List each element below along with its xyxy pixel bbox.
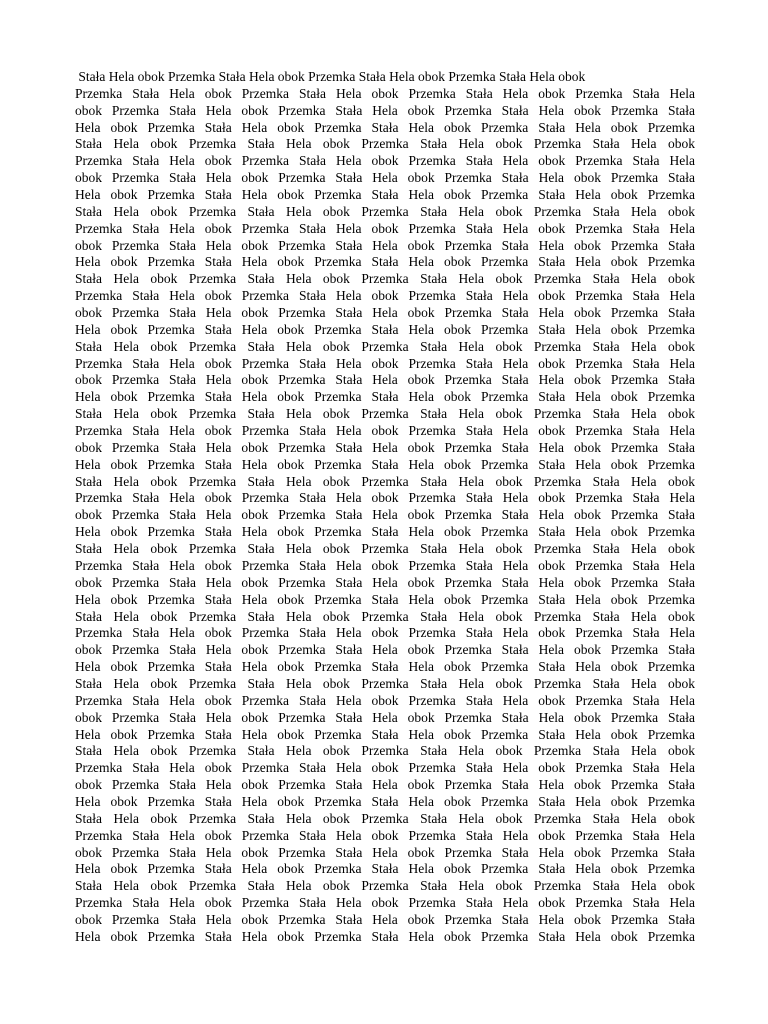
text-line: obok Przemka Stała Hela obok Przemka Stała Hela obok Przemka Stała Hela obok Przemka Stała: [75, 911, 695, 927]
text-line: obok Przemka Stała Hela obok Przemka Stała Hela obok Przemka Stała Hela obok Przemka Stała: [75, 305, 695, 321]
text-line: obok Przemka Stała Hela obok Przemka Stała Hela obok Przemka Stała Hela obok Przemka Stała: [75, 439, 695, 455]
text-line: Stała Hela obok Przemka Stała Hela obok Przemka Stała Hela obok Przemka Stała Hela obok: [75, 136, 695, 152]
text-line: Hela obok Przemka Stała Hela obok Przemka Stała Hela obok Przemka Stała Hela obok Przemka: [75, 187, 695, 203]
text-line: Hela obok Przemka Stała Hela obok Przemka Stała Hela obok Przemka Stała Hela obok Przemka: [75, 524, 695, 540]
text-line: Przemka Stała Hela obok Przemka Stała Hela obok Przemka Stała Hela obok Przemka Stała Hela: [75, 85, 695, 101]
text-line: Hela obok Przemka Stała Hela obok Przemka Stała Hela obok Przemka Stała Hela obok Przemka: [75, 321, 695, 337]
text-line: Hela obok Przemka Stała Hela obok Przemka Stała Hela obok Przemka Stała Hela obok Przemka: [75, 389, 695, 405]
text-line: Przemka Stała Hela obok Przemka Stała Hela obok Przemka Stała Hela obok Przemka Stała Hela: [75, 895, 695, 911]
text-line: Stała Hela obok Przemka Stała Hela obok Przemka Stała Hela obok Przemka Stała Hela obok: [75, 743, 695, 759]
text-line: Hela obok Przemka Stała Hela obok Przemka Stała Hela obok Przemka Stała Hela obok Przemka: [75, 456, 695, 472]
text-line: Przemka Stała Hela obok Przemka Stała Hela obok Przemka Stała Hela obok Przemka Stała Hela: [75, 153, 695, 169]
text-line: Przemka Stała Hela obok Przemka Stała Hela obok Przemka Stała Hela obok Przemka Stała Hela: [75, 288, 695, 304]
text-line: Stała Hela obok Przemka Stała Hela obok Przemka Stała Hela obok Przemka Stała Hela obok: [75, 338, 695, 354]
text-line: obok Przemka Stała Hela obok Przemka Stała Hela obok Przemka Stała Hela obok Przemka Stała: [75, 574, 695, 590]
text-line: Hela obok Przemka Stała Hela obok Przemka Stała Hela obok Przemka Stała Hela obok Przemka: [75, 254, 695, 270]
text-line: Hela obok Przemka Stała Hela obok Przemka Stała Hela obok Przemka Stała Hela obok Przemka: [75, 861, 695, 877]
text-line: Przemka Stała Hela obok Przemka Stała Hela obok Przemka Stała Hela obok Przemka Stała Hela: [75, 490, 695, 506]
text-line: Hela obok Przemka Stała Hela obok Przemka Stała Hela obok Przemka Stała Hela obok Przemka: [75, 119, 695, 135]
text-line: obok Przemka Stała Hela obok Przemka Stała Hela obok Przemka Stała Hela obok Przemka Stała: [75, 642, 695, 658]
text-line: Stała Hela obok Przemka Stała Hela obok Przemka Stała Hela obok Przemka Stała Hela obok: [75, 608, 695, 624]
text-line: Stała Hela obok Przemka Stała Hela obok Przemka Stała Hela obok Przemka Stała Hela obok: [75, 271, 695, 287]
text-line: Stała Hela obok Przemka Stała Hela obok Przemka Stała Hela obok Przemka Stała Hela obok: [75, 675, 695, 691]
text-line: Hela obok Przemka Stała Hela obok Przemka Stała Hela obok Przemka Stała Hela obok Przemka: [75, 726, 695, 742]
text-line: Hela obok Przemka Stała Hela obok Przemka Stała Hela obok Przemka Stała Hela obok Przemka: [75, 659, 695, 675]
text-line: obok Przemka Stała Hela obok Przemka Stała Hela obok Przemka Stała Hela obok Przemka Stała: [75, 709, 695, 725]
text-line: obok Przemka Stała Hela obok Przemka Stała Hela obok Przemka Stała Hela obok Przemka Stała: [75, 170, 695, 186]
text-line: obok Przemka Stała Hela obok Przemka Stała Hela obok Przemka Stała Hela obok Przemka Stała: [75, 237, 695, 253]
text-line: Stała Hela obok Przemka Stała Hela obok Przemka Stała Hela obok Przemka Stała Hela obok: [75, 473, 695, 489]
text-line: Przemka Stała Hela obok Przemka Stała Hela obok Przemka Stała Hela obok Przemka Stała Hela: [75, 423, 695, 439]
text-line: Hela obok Przemka Stała Hela obok Przemka Stała Hela obok Przemka Stała Hela obok Przemka: [75, 591, 695, 607]
text-line: Stała Hela obok Przemka Stała Hela obok Przemka Stała Hela obok Przemka Stała Hela obok: [75, 810, 695, 826]
text-line: obok Przemka Stała Hela obok Przemka Stała Hela obok Przemka Stała Hela obok Przemka Stała: [75, 102, 695, 118]
text-line: obok Przemka Stała Hela obok Przemka Stała Hela obok Przemka Stała Hela obok Przemka Stała: [75, 507, 695, 523]
text-line: Stała Hela obok Przemka Stała Hela obok Przemka Stała Hela obok Przemka Stała Hela obok: [75, 406, 695, 422]
text-line: Przemka Stała Hela obok Przemka Stała Hela obok Przemka Stała Hela obok Przemka Stała Hela: [75, 355, 695, 371]
text-line: Stała Hela obok Przemka Stała Hela obok Przemka Stała Hela obok Przemka Stała Hela obok: [75, 203, 695, 219]
text-line: Stała Hela obok Przemka Stała Hela obok Przemka Stała Hela obok Przemka Stała Hela obok: [75, 541, 695, 557]
text-line: Stała Hela obok Przemka Stała Hela obok Przemka Stała Hela obok Przemka Stała Hela obok: [75, 878, 695, 894]
text-line: obok Przemka Stała Hela obok Przemka Stała Hela obok Przemka Stała Hela obok Przemka Stała: [75, 372, 695, 388]
text-line: obok Przemka Stała Hela obok Przemka Stała Hela obok Przemka Stała Hela obok Przemka Stała: [75, 844, 695, 860]
text-line: Przemka Stała Hela obok Przemka Stała Hela obok Przemka Stała Hela obok Przemka Stała Hela: [75, 557, 695, 573]
text-line: Przemka Stała Hela obok Przemka Stała Hela obok Przemka Stała Hela obok Przemka Stała Hela: [75, 827, 695, 843]
body-text: [75, 69, 695, 946]
text-line: Przemka Stała Hela obok Przemka Stała Hela obok Przemka Stała Hela obok Przemka Stała Hela: [75, 692, 695, 708]
text-line: Przemka Stała Hela obok Przemka Stała Hela obok Przemka Stała Hela obok Przemka Stała Hela: [75, 760, 695, 776]
text-line: Przemka Stała Hela obok Przemka Stała Hela obok Przemka Stała Hela obok Przemka Stała Hela: [75, 625, 695, 641]
text-line: Stała Hela obok Przemka Stała Hela obok Przemka Stała Hela obok Przemka Stała Hela obok: [75, 69, 586, 84]
text-line: Hela obok Przemka Stała Hela obok Przemka Stała Hela obok Przemka Stała Hela obok Przemka: [75, 928, 695, 944]
text-line: obok Przemka Stała Hela obok Przemka Stała Hela obok Przemka Stała Hela obok Przemka Stała: [75, 777, 695, 793]
text-line: Przemka Stała Hela obok Przemka Stała Hela obok Przemka Stała Hela obok Przemka Stała Hela: [75, 220, 695, 236]
text-line: Hela obok Przemka Stała Hela obok Przemka Stała Hela obok Przemka Stała Hela obok Przemka: [75, 793, 695, 809]
